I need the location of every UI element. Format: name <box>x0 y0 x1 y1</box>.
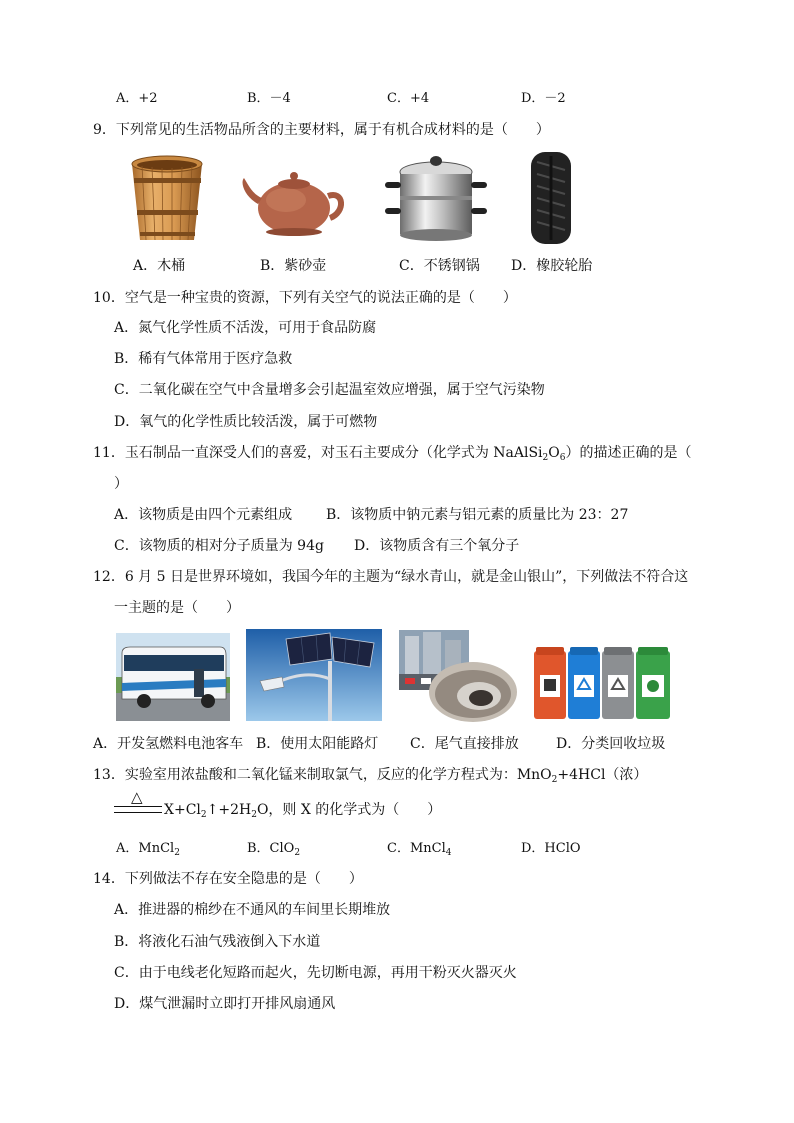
q13-option-a: A．MnCl$_2$ <box>116 841 180 858</box>
q11-option-c: C．该物质的相对分子质量为 94g <box>114 538 324 554</box>
q8-option-a: A．+2 <box>116 91 158 106</box>
stainless-steamer-image <box>383 152 489 244</box>
heating-condition-symbol: △ <box>131 788 143 806</box>
q8-option-b: B．－4 <box>247 91 291 106</box>
solar-street-light-image <box>246 629 382 721</box>
q14-option-d: D．煤气泄漏时立即打开排风扇通风 <box>114 996 336 1012</box>
q10-stem: 10．空气是一种宝贵的资源，下列有关空气的说法正确的是（ ） <box>93 290 517 306</box>
q11-option-b: B．该物质中钠元素与铝元素的质量比为 23：27 <box>326 507 629 523</box>
hydrogen-bus-image <box>116 633 230 721</box>
q11-stem-continued: ） <box>114 476 128 492</box>
q12-stem-line1: 12．6 月 5 日是世界环境如，我国今年的主题为“绿水青山，就是金山银山”，下列做法不符合这 <box>93 569 689 585</box>
q13-option-c: C．MnCl$_4$ <box>387 841 452 858</box>
wooden-bucket-image <box>128 152 206 244</box>
q9-option-d: D．橡胶轮胎 <box>511 258 593 274</box>
q8-option-c: C．+4 <box>387 91 430 106</box>
q13-option-b: B．ClO$_2$ <box>247 841 301 858</box>
q9-stem: 9．下列常见的生活物品所含的主要材料，属于有机合成材料的是（ ） <box>93 122 550 138</box>
rubber-tire-image <box>527 150 575 246</box>
q11-option-a: A．该物质是由四个元素组成 <box>114 507 293 523</box>
q14-option-b: B．将液化石油气残液倒入下水道 <box>114 934 321 950</box>
recycle-bins-image <box>532 645 674 721</box>
q11-option-d: D．该物质含有三个氧分子 <box>354 538 520 554</box>
car-exhaust-image <box>399 630 517 722</box>
q12-option-d: D．分类回收垃圾 <box>556 736 666 752</box>
equation-equals-line <box>114 806 162 813</box>
q10-option-c: C．二氧化碳在空气中含量增多会引起温室效应增强，属于空气污染物 <box>114 382 545 398</box>
q12-stem-line2: 一主题的是（ ） <box>114 600 240 616</box>
q12-option-a: A．开发氢燃料电池客车 <box>93 736 244 752</box>
q10-option-a: A．氮气化学性质不活泼，可用于食品防腐 <box>114 320 377 336</box>
q13-stem: 13．实验室用浓盐酸和二氧化锰来制取氯气，反应的化学方程式为：MnO$_2$+4HCl（浓） <box>93 767 648 785</box>
q14-stem: 14．下列做法不存在安全隐患的是（ ） <box>93 871 363 887</box>
q12-option-c: C．尾气直接排放 <box>410 736 519 752</box>
q13-equation-products: $X+Cl_2↑+2H_2O$，则 X 的化学式为（ ） <box>164 802 442 820</box>
q9-option-c: C．不锈钢锅 <box>399 258 480 274</box>
q9-option-b: B．紫砂壶 <box>260 258 327 274</box>
q14-option-a: A．推进器的棉纱在不通风的车间里长期堆放 <box>114 902 391 918</box>
q13-option-d: D．HClO <box>521 841 581 856</box>
q14-option-c: C．由于电线老化短路而起火，先切断电源，再用干粉灭火器灭火 <box>114 965 517 981</box>
q9-option-a: A．木桶 <box>133 258 186 274</box>
q8-option-d: D．－2 <box>521 91 566 106</box>
q10-option-b: B．稀有气体常用于医疗急救 <box>114 351 293 367</box>
q10-option-d: D．氧气的化学性质比较活泼，属于可燃物 <box>114 414 378 430</box>
q11-stem: 11．玉石制品一直深受人们的喜爱，对玉石主要成分（化学式为 $NaAlSi_2O_6$）的描述正确的是（ <box>93 445 692 463</box>
clay-teapot-image <box>238 160 350 240</box>
q12-option-b: B．使用太阳能路灯 <box>256 736 379 752</box>
